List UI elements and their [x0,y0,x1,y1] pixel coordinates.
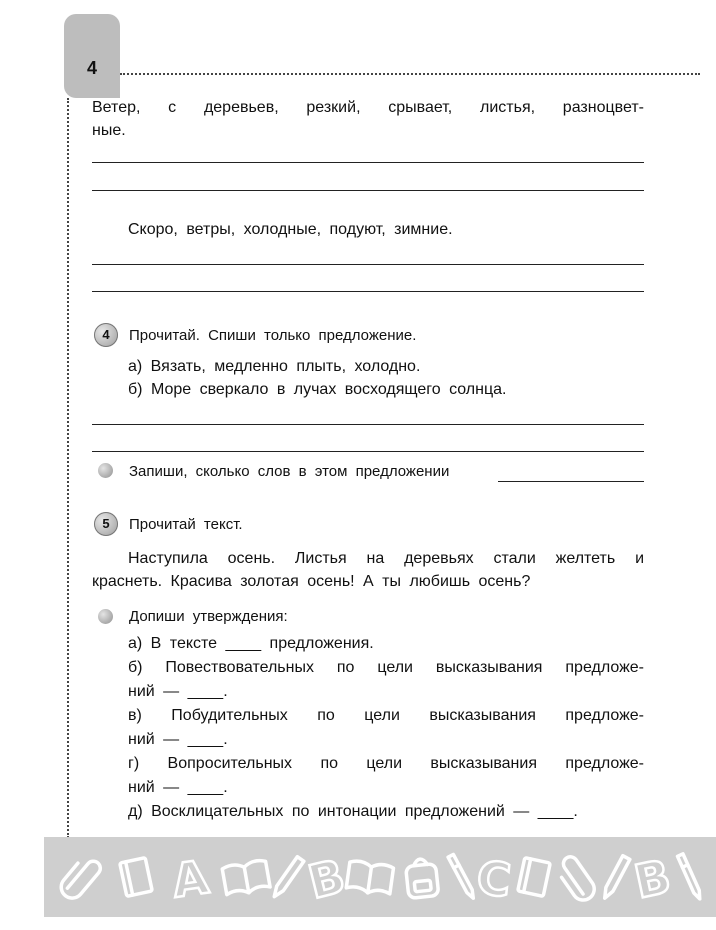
task-5-item-a: а) В тексте ____ предложения. [128,635,374,652]
open-book-icon [222,859,271,896]
task-5-text-line-2: краснеть. Красива золотая осень! А ты любишь осень? [92,573,531,590]
paperclip-icon [57,853,103,902]
page-tab-number: 4 [86,58,97,78]
paperclip-icon [554,854,598,904]
subtask-bullet-icon [98,463,113,478]
task-5-text-line-1: Наступила осень. Листья на деревьях стали желтеть и [128,550,644,567]
task-5-number-badge: 5 [94,512,118,536]
letter-b-icon: В [629,848,676,910]
open-book-icon [346,860,394,896]
dotted-border-top [120,73,700,75]
task-5-item-e: д) Восклицательных по интонации предложений — ____. [128,803,578,820]
task-5-subtask: Допиши утверждения: [129,608,288,625]
decorative-banner [44,837,716,917]
pencil-icon [271,857,304,899]
backpack-icon [405,858,439,899]
answer-line[interactable] [92,264,644,265]
task-5-item-c-cont: ний — ____. [128,731,228,748]
task-4-option-a: а) Вязать, медленно плыть, холодно. [128,358,421,375]
word-count-answer-line[interactable] [498,481,644,482]
task-5-item-d-cont: ний — ____. [128,779,228,796]
answer-line[interactable] [92,291,644,292]
answer-line[interactable] [92,451,644,452]
answer-line[interactable] [92,190,644,191]
banner-illustration [44,837,716,917]
sentence-1-line-1: Ветер, с деревьев, резкий, срывает, листья, разноцвет- [92,99,644,116]
task-4-subtask: Запиши, сколько слов в этом предложении [129,463,450,480]
task-5-item-b: б) Повествовательных по цели высказывания предложе- [128,659,644,676]
task-5-item-b-cont: ний — ____. [128,683,228,700]
task-4-instruction: Прочитай. Спиши только предложение. [129,327,417,344]
task-5-instruction: Прочитай текст. [129,516,243,533]
pencil-icon [601,856,630,900]
page-tab [64,14,120,98]
letter-b-icon: В [302,848,351,910]
task-5-item-c: в) Побудительных по цели высказывания предложе- [128,707,644,724]
task-4-option-b: б) Море сверкало в лучах восходящего солнца. [128,381,507,398]
book-icon [518,858,551,897]
sentence-2: Скоро, ветры, холодные, подуют, зимние. [128,221,453,238]
answer-line[interactable] [92,424,644,425]
pen-icon [448,854,476,899]
subtask-bullet-icon [98,609,113,624]
sentence-1-line-2: ные. [92,122,126,139]
letter-a-icon: А [168,849,212,909]
task-5-item-d: г) Вопросительных по цели высказывания предложе- [128,755,644,772]
answer-line[interactable] [92,162,644,163]
task-4-number-badge: 4 [94,323,118,347]
book-icon [120,858,153,897]
dotted-border-left [67,98,69,838]
letter-c-icon: С [474,850,514,908]
pen-icon [677,854,702,900]
